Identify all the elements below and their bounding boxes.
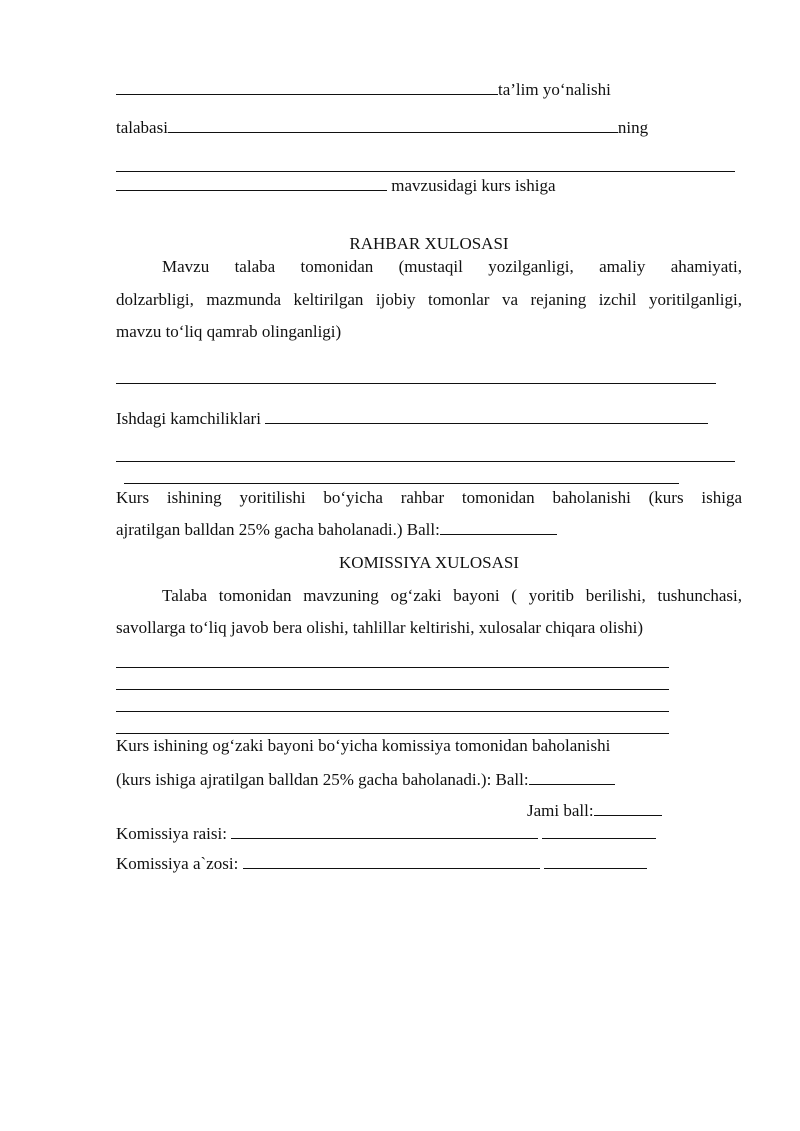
supervisor-paragraph-line3: mavzu to‘liq qamrab olinganligi) (116, 322, 342, 341)
commission-heading: KOMISSIYA XULOSASI (339, 553, 519, 572)
commission-grading-line1: Kurs ishining og‘zaki bayoni bo‘yicha komissiya tomonidan baholanishi (116, 736, 611, 755)
chair-row (116, 824, 656, 844)
member-signature-field (544, 854, 647, 869)
direction-label: ta’lim yo‘nalishi (498, 80, 611, 99)
blank-field (265, 409, 708, 424)
field-direction-row (116, 80, 611, 100)
supervisor-grading-line1: Kurs ishining yoritilishi bo‘yicha rahbar tomonidan baholanishi (kurs ishiga (116, 488, 742, 507)
blank-rule (116, 383, 716, 384)
commission-paragraph-line2: savollarga to‘liq javob bera olishi, tahlillar keltirishi, xulosalar chiqara olishi) (116, 618, 644, 637)
blank-field (116, 176, 387, 191)
blank-field (168, 118, 618, 133)
field-topic-row (116, 176, 556, 196)
blank-rule (116, 733, 669, 734)
ball-field (529, 770, 615, 785)
shortcomings-row (116, 409, 708, 429)
total-row (527, 801, 662, 821)
chair-name-field (231, 824, 538, 839)
commission-paragraph-line1: Talaba tomonidan mavzuning og‘zaki bayoni ( yoritib berilishi, tushunchasi, (162, 586, 742, 605)
chair-signature-field (542, 824, 656, 839)
chair-label: Komissiya raisi: (116, 824, 227, 843)
shortcomings-label: Ishdagi kamchiliklari (116, 409, 261, 428)
supervisor-paragraph-line1: Mavzu talaba tomonidan (mustaqil yozilganligi, amaliy ahamiyati, (162, 257, 742, 276)
blank-rule (116, 667, 669, 668)
blank-rule (116, 711, 669, 712)
blank-rule (116, 689, 669, 690)
supervisor-heading: RAHBAR XULOSASI (349, 234, 509, 253)
total-label: Jami ball: (527, 801, 594, 820)
supervisor-paragraph-line2: dolzarbligi, mazmunda keltirilgan ijobiy tomonlar va rejaning izchil yoritilganligi, (116, 290, 742, 309)
member-row (116, 854, 647, 874)
member-label: Komissiya a`zosi: (116, 854, 239, 873)
blank-rule (124, 483, 679, 484)
student-label: talabasi (116, 118, 168, 137)
blank-rule (116, 171, 735, 172)
commission-grading-line2: (kurs ishiga ajratilgan balldan 25% gacha baholanadi.): Ball: (116, 770, 529, 789)
supervisor-grading-row (116, 520, 557, 540)
topic-label: mavzusidagi kurs ishiga (391, 176, 556, 195)
member-name-field (243, 854, 540, 869)
ball-field (440, 520, 557, 535)
supervisor-grading-line2: ajratilgan balldan 25% gacha baholanadi.) Ball: (116, 520, 440, 539)
blank-field (116, 80, 498, 95)
student-suffix: ning (617, 118, 649, 137)
commission-grading-row (116, 770, 615, 790)
blank-rule (116, 461, 735, 462)
field-student-row (116, 118, 648, 138)
total-field (594, 801, 662, 816)
